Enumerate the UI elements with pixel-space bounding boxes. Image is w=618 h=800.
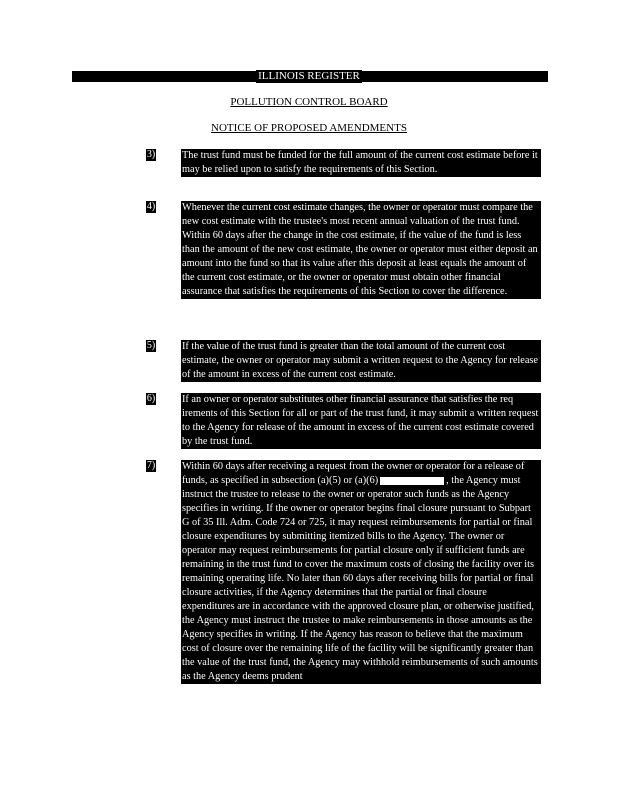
item-number: 4) bbox=[146, 201, 156, 212]
notice-title: NOTICE OF PROPOSED AMENDMENTS bbox=[211, 122, 407, 134]
register-title: ILLINOIS REGISTER bbox=[258, 70, 360, 82]
item-number: 5) bbox=[146, 340, 156, 351]
item-text: The trust fund must be funded for the full amount of the current cost estimate before it may be relied upon to satisfy the requirements of this Section. bbox=[181, 149, 541, 177]
item-text: If an owner or operator substitutes other financial assurance that satisfies the req irements of this Section for all or part of the trust fund, it may submit a written request to the Agency for release of the amount in excess of the current cost estimate covered by the trust fund. bbox=[181, 393, 541, 449]
item-text: Within 60 days after receiving a request from the owner or operator for a release of funds, as specified in subsection (a)(5) or (a)(6) , the Agency must instruct the trustee to release to the owner or operator such funds as the Agency specifies in writing. If the owner or operator begins final closure pursuant to Subpart G of 35 Ill. Adm. Code 724 or 725, it may request reimbursements for partial or final closure expenditures by submitting itemized bills to the Agency. The owner or operator may request reimbursements for partial closure only if sufficient funds are remaining in the trust fund to cover the maximum costs of closing the facility over its remaining operating life. No later than 60 days after receiving bills for partial or final closure activities, if the Agency determines that the partial or final closure expenditures are in accordance with the approved closure plan, or otherwise justified, the Agency must instruct the trustee to make reimbursements in those amounts as the Agency specifies in writing. If the Agency has reason to believe that the maximum cost of closure over the remaining life of the facility will be significantly greater than the value of the trust fund, the Agency may withhold reimbursements of such amounts as the Agency deems prudent bbox=[181, 460, 541, 684]
redaction-mark bbox=[380, 477, 444, 485]
item-text: Whenever the current cost estimate changes, the owner or operator must compare the new cost estimate with the trustee's most recent annual valuation of the trust fund. Within 60 days after the change in the cost estimate, if the value of the fund is less than the amount of the new cost estimate, the owner or operator must either deposit an amount into the fund so that its value after this deposit at least equals the amount of the current cost estimate, or the owner or operator must obtain other financial assurance that satisfies the requirements of this Section to cover the difference. bbox=[181, 201, 541, 299]
item-number: 6) bbox=[146, 393, 156, 404]
item-text: If the value of the trust fund is greater than the total amount of the current cost estimate, the owner or operator may submit a written request to the Agency for release of the amount in excess of the current cost estimate. bbox=[181, 340, 541, 382]
item-number: 7) bbox=[146, 460, 156, 471]
board-title: POLLUTION CONTROL BOARD bbox=[230, 96, 388, 108]
item-number: 3) bbox=[146, 149, 156, 160]
